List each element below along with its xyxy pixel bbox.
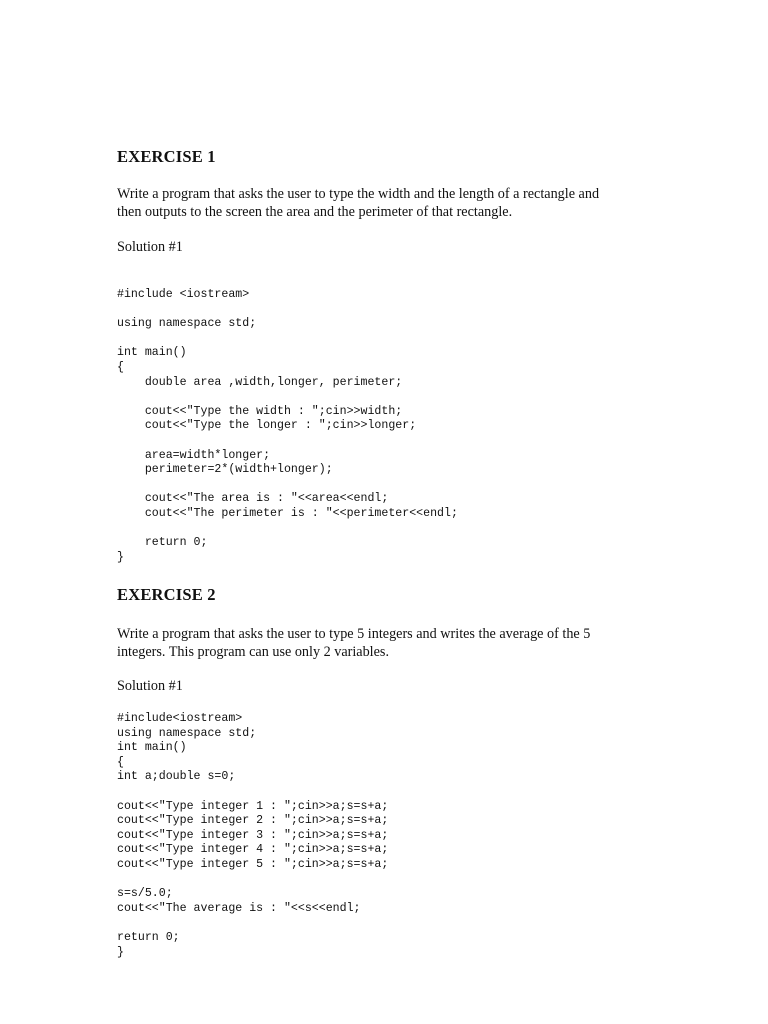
code-line: cout<<"Type integer 5 : ";cin>>a;s=s+a; — [117, 857, 389, 871]
exercise-2-code-block — [117, 712, 657, 960]
code-line: cout<<"Type integer 2 : ";cin>>a;s=s+a; — [117, 814, 389, 828]
code-line: #include <iostream> — [117, 288, 250, 301]
code-line: using namespace std; — [117, 726, 257, 740]
code-line: cout<<"Type the longer : ";cin>>longer; — [117, 419, 417, 433]
description-line: Write a program that asks the user to type the width and the length of a rectangle and — [117, 186, 600, 202]
code-line: cout<<"Type integer 3 : ";cin>>a;s=s+a; — [117, 828, 389, 842]
description-line: Write a program that asks the user to type 5 integers and writes the average of the 5 — [117, 626, 591, 642]
code-line: #include<iostream> — [117, 712, 243, 725]
code-line: double area ,width,longer, perimeter; — [117, 375, 403, 389]
code-line — [117, 916, 657, 931]
code-line — [117, 873, 657, 888]
code-line: return 0; — [117, 930, 180, 944]
exercise-2-title-block — [117, 585, 657, 605]
exercise-1-title-block — [117, 147, 657, 167]
solution-label: Solution #1 — [117, 239, 183, 255]
code-line — [117, 332, 657, 347]
code-line: cout<<"Type integer 1 : ";cin>>a;s=s+a; — [117, 799, 389, 813]
exercise-1-description — [117, 185, 657, 221]
code-line: int main() — [117, 741, 187, 755]
code-line: cout<<"Type the width : ";cin>>width; — [117, 404, 403, 418]
exercise-2-solution-label-block — [117, 677, 657, 695]
code-line: return 0; — [117, 536, 208, 550]
code-line: } — [117, 550, 124, 564]
code-line: { — [117, 360, 124, 374]
code-line: cout<<"The area is : "<<area<<endl; — [117, 492, 389, 506]
exercise-1-solution-label-block — [117, 238, 657, 256]
code-line — [117, 522, 657, 537]
code-line: cout<<"The perimeter is : "<<perimeter<<endl; — [117, 506, 458, 520]
code-line — [117, 478, 657, 493]
code-line: int a;double s=0; — [117, 770, 236, 784]
exercise-1-code-block — [117, 288, 657, 565]
exercise-title: EXERCISE 1 — [117, 147, 216, 166]
code-line — [117, 785, 657, 800]
code-line: { — [117, 755, 124, 769]
code-line — [117, 303, 657, 318]
code-listing — [117, 712, 657, 960]
description-line: integers. This program can use only 2 variables. — [117, 644, 389, 660]
code-line: area=width*longer; — [117, 448, 271, 462]
code-line: int main() — [117, 346, 187, 360]
description-line: then outputs to the screen the area and the perimeter of that rectangle. — [117, 204, 513, 220]
code-line: } — [117, 945, 124, 959]
code-line: using namespace std; — [117, 317, 257, 331]
code-line: cout<<"Type integer 4 : ";cin>>a;s=s+a; — [117, 843, 389, 857]
code-line — [117, 434, 657, 449]
code-line: cout<<"The average is : "<<s<<endl; — [117, 901, 361, 915]
code-line — [117, 390, 657, 405]
exercise-title: EXERCISE 2 — [117, 585, 216, 604]
code-line: s=s/5.0; — [117, 887, 173, 901]
exercise-2-description — [117, 625, 657, 661]
code-listing — [117, 288, 657, 565]
code-line: perimeter=2*(width+longer); — [117, 463, 333, 477]
solution-label: Solution #1 — [117, 678, 183, 694]
